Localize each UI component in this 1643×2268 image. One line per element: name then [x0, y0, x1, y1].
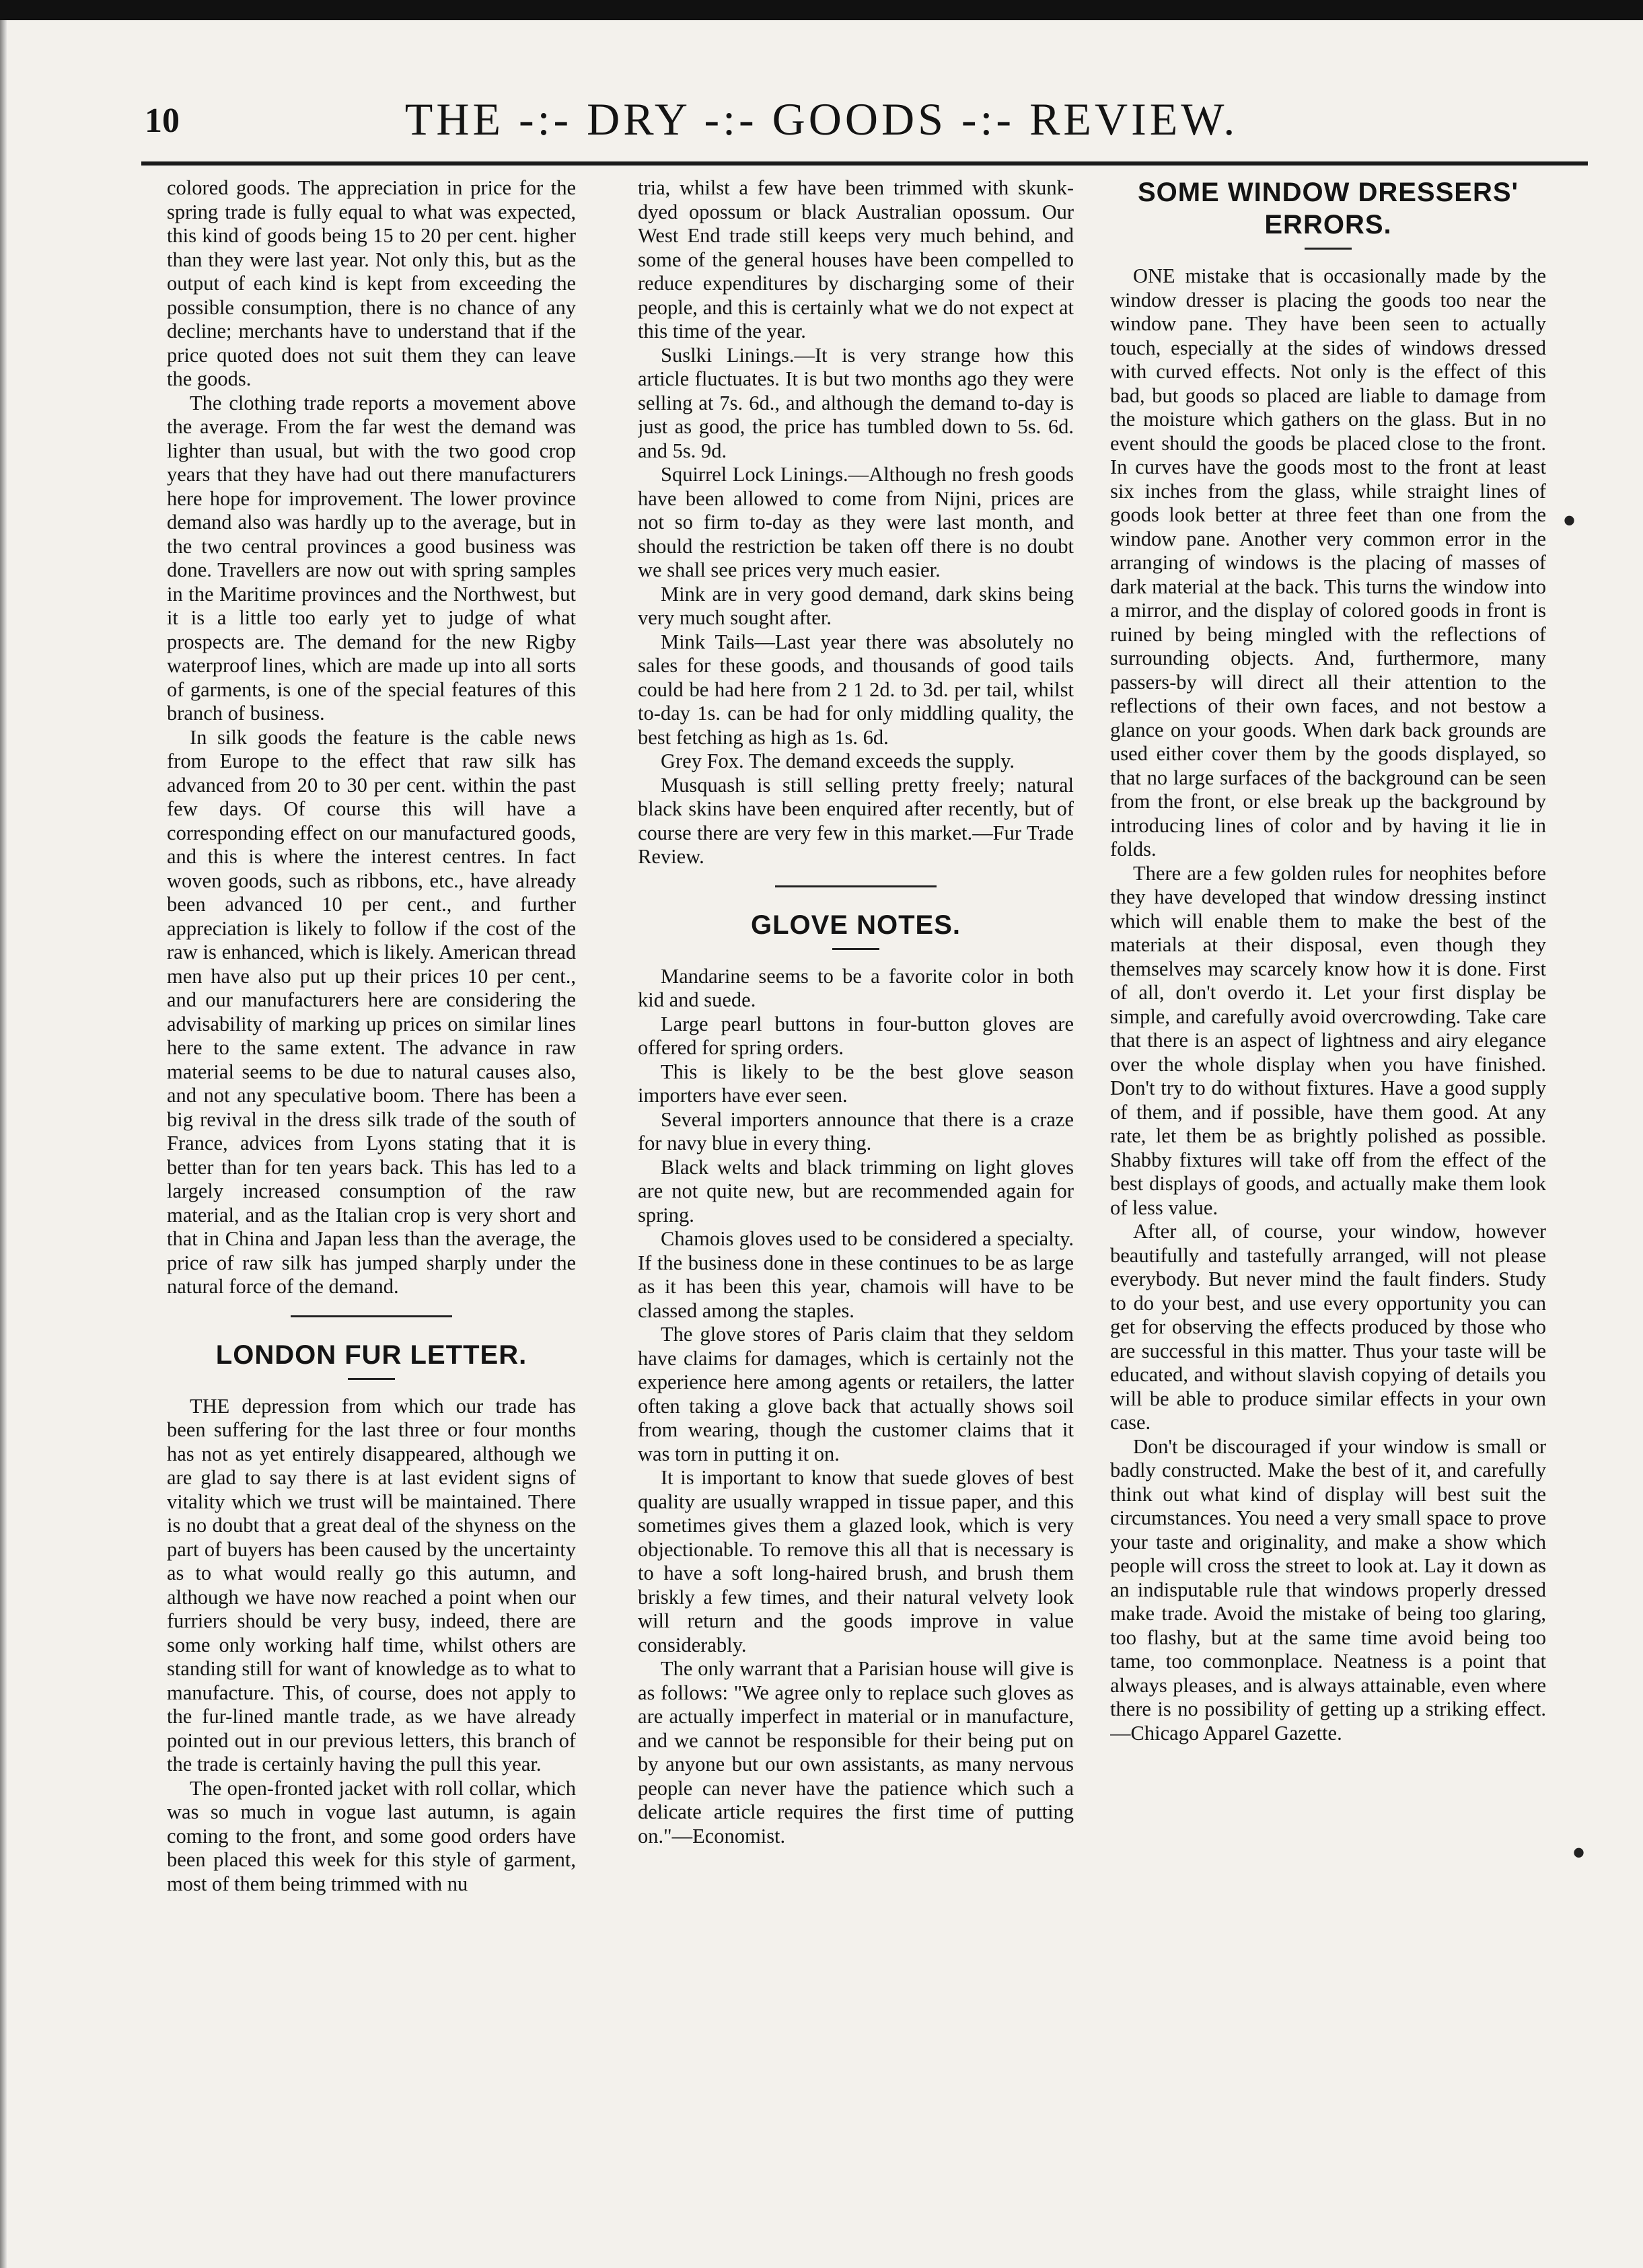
margin-mark: • — [1562, 499, 1577, 543]
paragraph: Several importers announce that there is a craze for navy blue in every thing. — [638, 1107, 1074, 1155]
masthead-rule — [141, 161, 1588, 166]
paragraph: Mink Tails—Last year there was absolutely no sales for these goods, and thousands of good tails could be had here from 2 1 2d. to 3d. per tail, whilst to-day 1s. can be had for only middling quality, the best fetching as high as 1s. 6d. — [638, 630, 1074, 749]
section-heading: SOME WINDOW DRESSERS' ERRORS. — [1137, 178, 1519, 240]
paragraph: The open-fronted jacket with roll collar, which was so much in vogue last autumn, is again coming to the front, and some good orders have been placed this week for this style of garment, most of them being trimmed with nu — [167, 1776, 576, 1895]
paragraph: colored goods. The appreciation in price for the spring trade is fully equal to what was expected, this kind of goods being 15 to 20 per cent. higher than they were last year. Not only this, but as the output of each kind is kept from exceeding the possible consumption, there is no chance of any decline; merchants have to understand that if the price quoted does not suit them they can leave the goods. — [167, 176, 576, 390]
section-divider — [291, 1315, 452, 1317]
page-top-border — [0, 0, 1643, 20]
paragraph: Mandarine seems to be a favorite color in both kid and suede. — [638, 964, 1074, 1011]
paragraph: It is important to know that suede gloves of best quality are usually wrapped in tissue paper, and this sometimes gives them a glazed look, which is very objectionable. To remove this all that is necessary is to have a soft long-haired brush, and brush them briskly a few times, and their natural velvety look will return and the goods improve in value considerably. — [638, 1466, 1074, 1656]
masthead-title: THE -:- DRY -:- GOODS -:- REVIEW. — [404, 94, 1239, 145]
paragraph: The only warrant that a Parisian house will give is as follows: "We agree only to replace such gloves as are actually imperfect in material or in manufacture, and we cannot be responsible for their being put on by anyone but our own assistants, as many nervous people can never have the patience which such a delicate article requires the first time of putting on."—Economist. — [638, 1657, 1074, 1848]
paragraph: Suslki Linings.—It is very strange how this article fluctuates. It is but two months ago they were selling at 7s. 6d., and although the demand to-day is just as good, the price has tumbled down to 5s. 6d. and 5s. 9d. — [638, 343, 1074, 462]
paragraph: Chamois gloves used to be considered a specialty. If the business done in these continues to be as large as it has been this year, chamois will have to be classed among the staples. — [638, 1227, 1074, 1322]
paragraph: Don't be discouraged if your window is small or badly constructed. Make the best of it, and carefully think out what kind of display will best suit the circumstances. You need a very small space to prove your taste and originality, and make a show which people will cross the street to look at. Lay it down as an indisputable rule that windows properly dressed make trade. Avoid the mistake of being too glaring, too flashy, but at the same time avoid being too tame, too commonplace. Neatness is a point that always pleases, and is always attainable, even where there is no possibility of getting up a striking effect.—Chicago Apparel Gazette. — [1110, 1434, 1546, 1745]
paragraph: Grey Fox. The demand exceeds the supply. — [661, 749, 1015, 772]
column-1 — [167, 176, 576, 2235]
paragraph: Squirrel Lock Linings.—Although no fresh goods have been allowed to come from Nijni, prices are not so firm to-day as they were last month, and should the restriction be taken off there is no doubt we shall see prices very much easier. — [638, 463, 1074, 581]
paragraph: There are a few golden rules for neophites before they have developed that window dressing instinct which will enable them to make the best of the materials at their disposal, even though they themselves may scarcely know how it is done. First of all, don't overdo it. Let your first display be simple, and carefully avoid overcrowding. Take care that there is an aspect of lightness and airy elegance over the whole display when you have finished. Don't try to do without fixtures. Have a good supply of them, and if possible, have them good. At any rate, let them be as brightly polished as possible. Shabby fixtures will take off from the effect of the best displays of goods, and actually make them look of less value. — [1110, 861, 1546, 1219]
page-number: 10 — [145, 102, 180, 140]
paragraph: In silk goods the feature is the cable news from Europe to the effect that raw silk has advanced from 20 to 30 per cent. within the past few days. Of course this will have a corresponding effect on our manufactured goods, and this is where the interest centres. In fact woven goods, such as ribbons, etc., have already been advanced 10 per cent., and further appreciation is likely to follow if the cost of the raw is enhanced, which is likely. American thread men have also put up their prices 10 per cent., and our manufacturers here are considering the advisability of marking up prices on similar lines here to the same extent. The advance in raw material seems to be due to natural causes also, and not any speculative boom. There has been a big revival in the dress silk trade of the south of France, advices from Lyons stating that it is better than for ten years back. This has led to a largely increased consumption of the raw material, and as the Italian crop is very short and that in China and Japan less than the average, the price of raw silk has jumped sharply under the natural force of the demand. — [167, 725, 576, 1298]
margin-mark: • — [1572, 1831, 1586, 1875]
paragraph: This is likely to be the best glove season importers have ever seen. — [638, 1060, 1074, 1107]
column-2 — [638, 176, 1074, 2235]
heading-rule — [832, 948, 879, 950]
paragraph: Black welts and black trimming on light gloves are not quite new, but are recommended again for spring. — [638, 1155, 1074, 1227]
heading-rule — [1305, 248, 1352, 250]
paragraph: ONE mistake that is occasionally made by the window dresser is placing the goods too near the window pane. They have been seen to actually touch, especially at the sides of windows dressed with curved effects. Not only is the effect of this bad, but goods so placed are liable to damage from the moisture which gathers on the glass. But in no event should the goods be placed close to the front. In curves have the goods most to the front at least six inches from the glass, while straight lines of goods look better at three feet than one from the window pane. Another very common error in the arranging of windows is the placing of masses of dark material at the back. This turns the window into a mirror, and the display of colored goods in front is ruined by being mingled with the reflections of surrounding objects. And, furthermore, many passers-by will direct all their attention to the reflections of their own faces, and not bestow a glance on your goods. When dark back grounds are used either cover them by the goods displayed, so that no large surfaces of the background can be seen from the front, or else break up the background by introducing lines of color and by having it lie in folds. — [1110, 264, 1546, 861]
section-heading: LONDON FUR LETTER. — [215, 1340, 527, 1370]
section-divider — [775, 885, 937, 887]
paragraph: tria, whilst a few have been trimmed with skunk-dyed opossum or black Australian opossum. Our West End trade still keeps very much behind, and some of the general houses have been compelled to reduce expenditures by discharging some of their people, and this is certainly what we do not expect at this time of the year. — [638, 176, 1074, 342]
paragraph: After all, of course, your window, however beautifully and tastefully arranged, will not please everybody. But never mind the fault finders. Study to do your best, and use every opportunity you can get for observing the effects produced by those who are successful in this matter. Thus your taste will be educated, and without slavish copying of details you will be able to produce similar effects in your own case. — [1110, 1220, 1546, 1434]
paragraph: THE depression from which our trade has been suffering for the last three or four months has not as yet entirely disappeared, although we are glad to say there is at last evident signs of vitality which we trust will be maintained. There is no doubt that a great deal of the shyness on the part of buyers has been caused by the uncertainty as to what would really go this autumn, and although we have now reached a point when our furriers should be very busy, indeed, there are some only working half time, whilst others are standing still for want of knowledge as to what to manufacture. This, of course, does not apply to the fur-lined mantle trade, as we have already pointed out in our previous letters, this branch of the trade is certainly having the pull this year. — [167, 1394, 576, 1776]
section-heading: GLOVE NOTES. — [750, 910, 961, 940]
paragraph: Large pearl buttons in four-button gloves are offered for spring orders. — [638, 1012, 1074, 1059]
column-3 — [1110, 176, 1546, 2235]
page-left-edge-shadow — [0, 20, 7, 2268]
paragraph: The clothing trade reports a movement above the average. From the far west the demand was lighter than usual, but with the two good crop years that they have had out there manufacturers here hope for improvement. The lower province demand also was hardly up to the average, but in the two central provinces a good business was done. Travellers are now out with spring samples in the Maritime provinces and the Northwest, but it is a little too early yet to judge of what prospects are. The demand for the new Rigby waterproof lines, which are made up into all sorts of garments, is one of the special features of this branch of business. — [167, 391, 576, 725]
heading-rule — [348, 1378, 395, 1380]
paragraph: Musquash is still selling pretty freely; natural black skins have been enquired after recently, but of course there are very few in this market.—Fur Trade Review. — [638, 773, 1074, 868]
paragraph: The glove stores of Paris claim that they seldom have claims for damages, which is certainly not the experience here among agents or retailers, the latter often taking a glove back that actually shows soil from wearing, though the customer claims that it was torn in putting it on. — [638, 1323, 1074, 1465]
paragraph: Mink are in very good demand, dark skins being very much sought after. — [638, 582, 1074, 629]
